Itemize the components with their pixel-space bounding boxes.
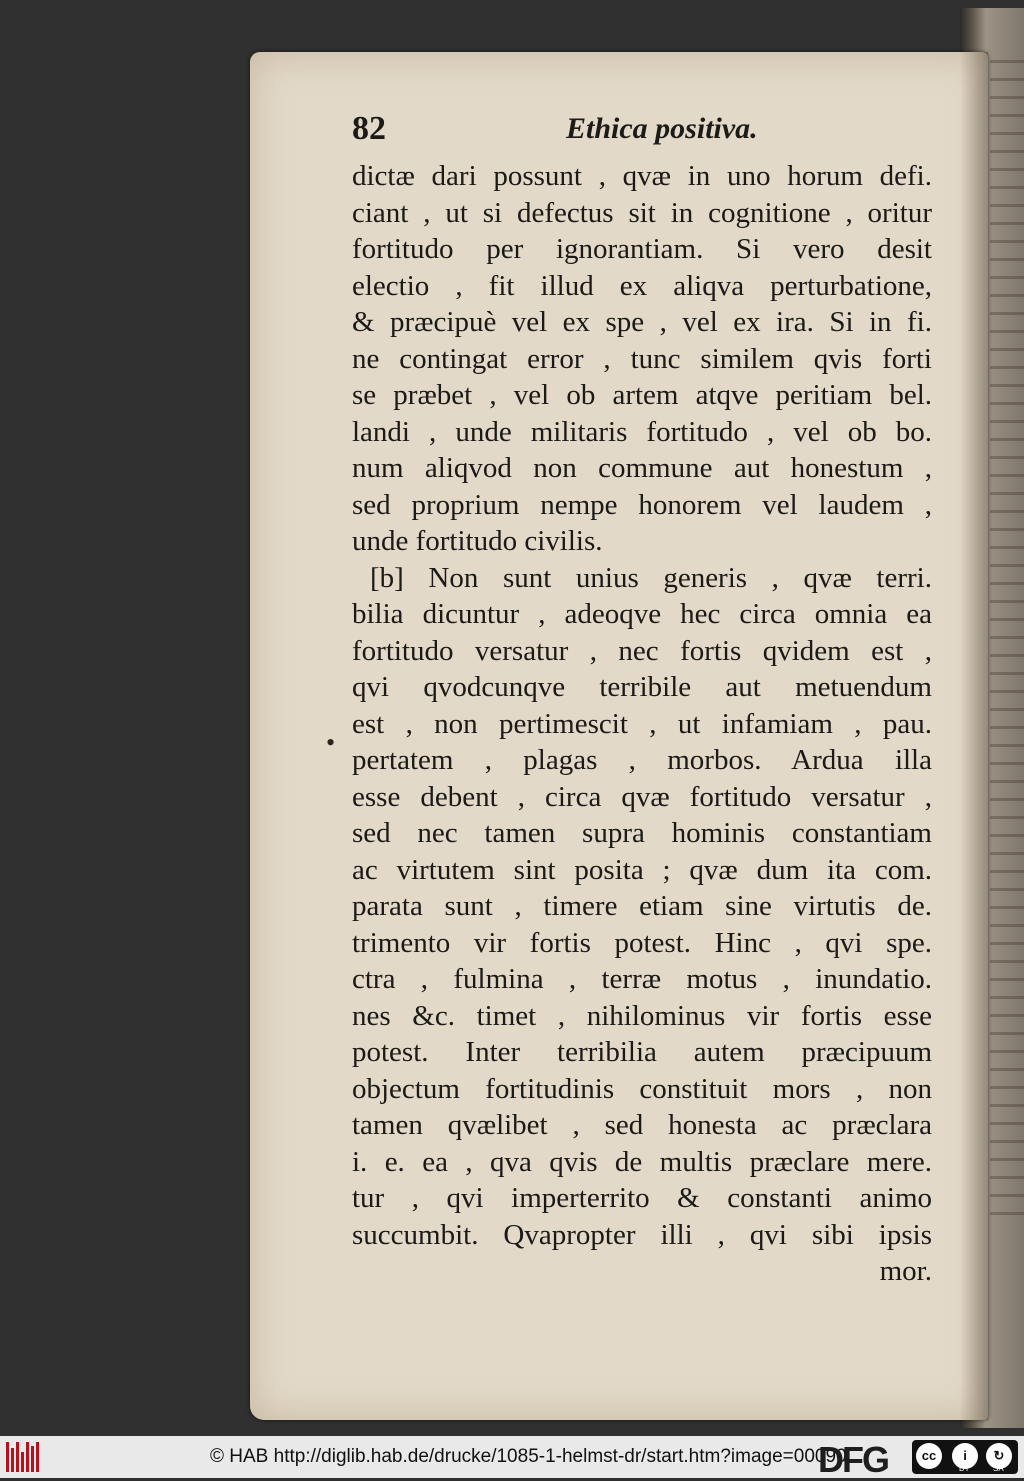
facing-page-bleed (990, 60, 1024, 1220)
text-line: objectum fortitudinis constituit mors , non (352, 1072, 932, 1105)
text-line: fortitudo per ignorantiam. Si vero desit (352, 233, 932, 265)
hab-logo-icon (6, 1442, 40, 1472)
text-line: sed proprium nempe honorem vel laudem , (352, 488, 932, 521)
text-line: num aliqvod non commune aut honestum , (352, 452, 932, 484)
text-line: esse debent , circa qvæ fortitudo versatur , (352, 780, 932, 813)
text-line: succumbit. Qvapropter illi , qvi sibi ipsis (352, 1218, 932, 1251)
text-line: ne contingat error , tunc similem qvis forti (352, 342, 932, 375)
catchword: mor. (879, 1255, 932, 1287)
running-title: Ethica positiva. (566, 112, 758, 145)
text-line: qvi qvodcunqve terribile aut metuendum (352, 671, 932, 703)
text-line: ac virtutem sint posita ; qvæ dum ita com. (352, 853, 932, 886)
text-line: i. e. ea , qva qvis de multis præclare mere. (352, 1145, 932, 1178)
cc-icon: cc (916, 1443, 942, 1469)
text-line: sed nec tamen supra hominis constantiam (352, 817, 932, 849)
copyright-link[interactable]: © HAB http://diglib.hab.de/drucke/1085-1-helmst-dr/start.htm?image=00090 (210, 1446, 847, 1467)
body-text (352, 158, 932, 1290)
text-line: fortitudo versatur , nec fortis qvidem est , (352, 634, 932, 667)
text-line: [b] Non sunt unius generis , qvæ terri. (370, 561, 932, 594)
text-line: potest. Inter terribilia autem præcipuum (352, 1036, 932, 1068)
share-alike-icon: ↻ (986, 1443, 1012, 1469)
text-line: ciant , ut si defectus sit in cognitione , oritur (352, 196, 932, 229)
text-line: se præbet , vel ob artem atqve peritiam bel. (352, 379, 932, 411)
license-sa-label: SA (993, 1464, 1004, 1473)
text-line: electio , fit illud ex aliqva perturbatione, (352, 269, 932, 302)
text-line: tamen qvælibet , sed honesta ac præclara (352, 1109, 932, 1141)
text-line: unde fortitudo civilis. (352, 525, 603, 557)
text-line: landi , unde militaris fortitudo , vel ob bo. (352, 415, 932, 448)
marginal-mark: • (326, 728, 336, 757)
page-number: 82 (352, 110, 386, 147)
text-line: bilia dicuntur , adeoqve hec circa omnia ea (352, 598, 932, 630)
license-by-label: BY (959, 1464, 970, 1473)
text-line: pertatem , plagas , morbos. Ardua illa (352, 744, 932, 776)
viewer-footer (0, 1436, 1024, 1478)
text-line: parata sunt , timere etiam sine virtutis de. (352, 890, 932, 922)
text-line: tur , qvi imperterrito & constanti animo (352, 1182, 932, 1214)
text-line: nes &c. timet , nihilominus vir fortis esse (352, 999, 932, 1032)
attribution-icon: i (952, 1443, 978, 1469)
text-line: dictæ dari possunt , qvæ in uno horum defi. (352, 160, 932, 192)
text-line: trimento vir fortis potest. Hinc , qvi spe. (352, 926, 932, 959)
text-line: & præcipuè vel ex spe , vel ex ira. Si in fi. (352, 306, 932, 338)
text-line: est , non pertimescit , ut infamiam , pau. (352, 707, 932, 740)
dfg-logo[interactable]: DFG (818, 1439, 888, 1480)
cc-license-badge[interactable] (912, 1440, 1018, 1474)
page-header (352, 110, 942, 150)
text-line: ctra , fulmina , terræ motus , inundatio. (352, 963, 932, 995)
